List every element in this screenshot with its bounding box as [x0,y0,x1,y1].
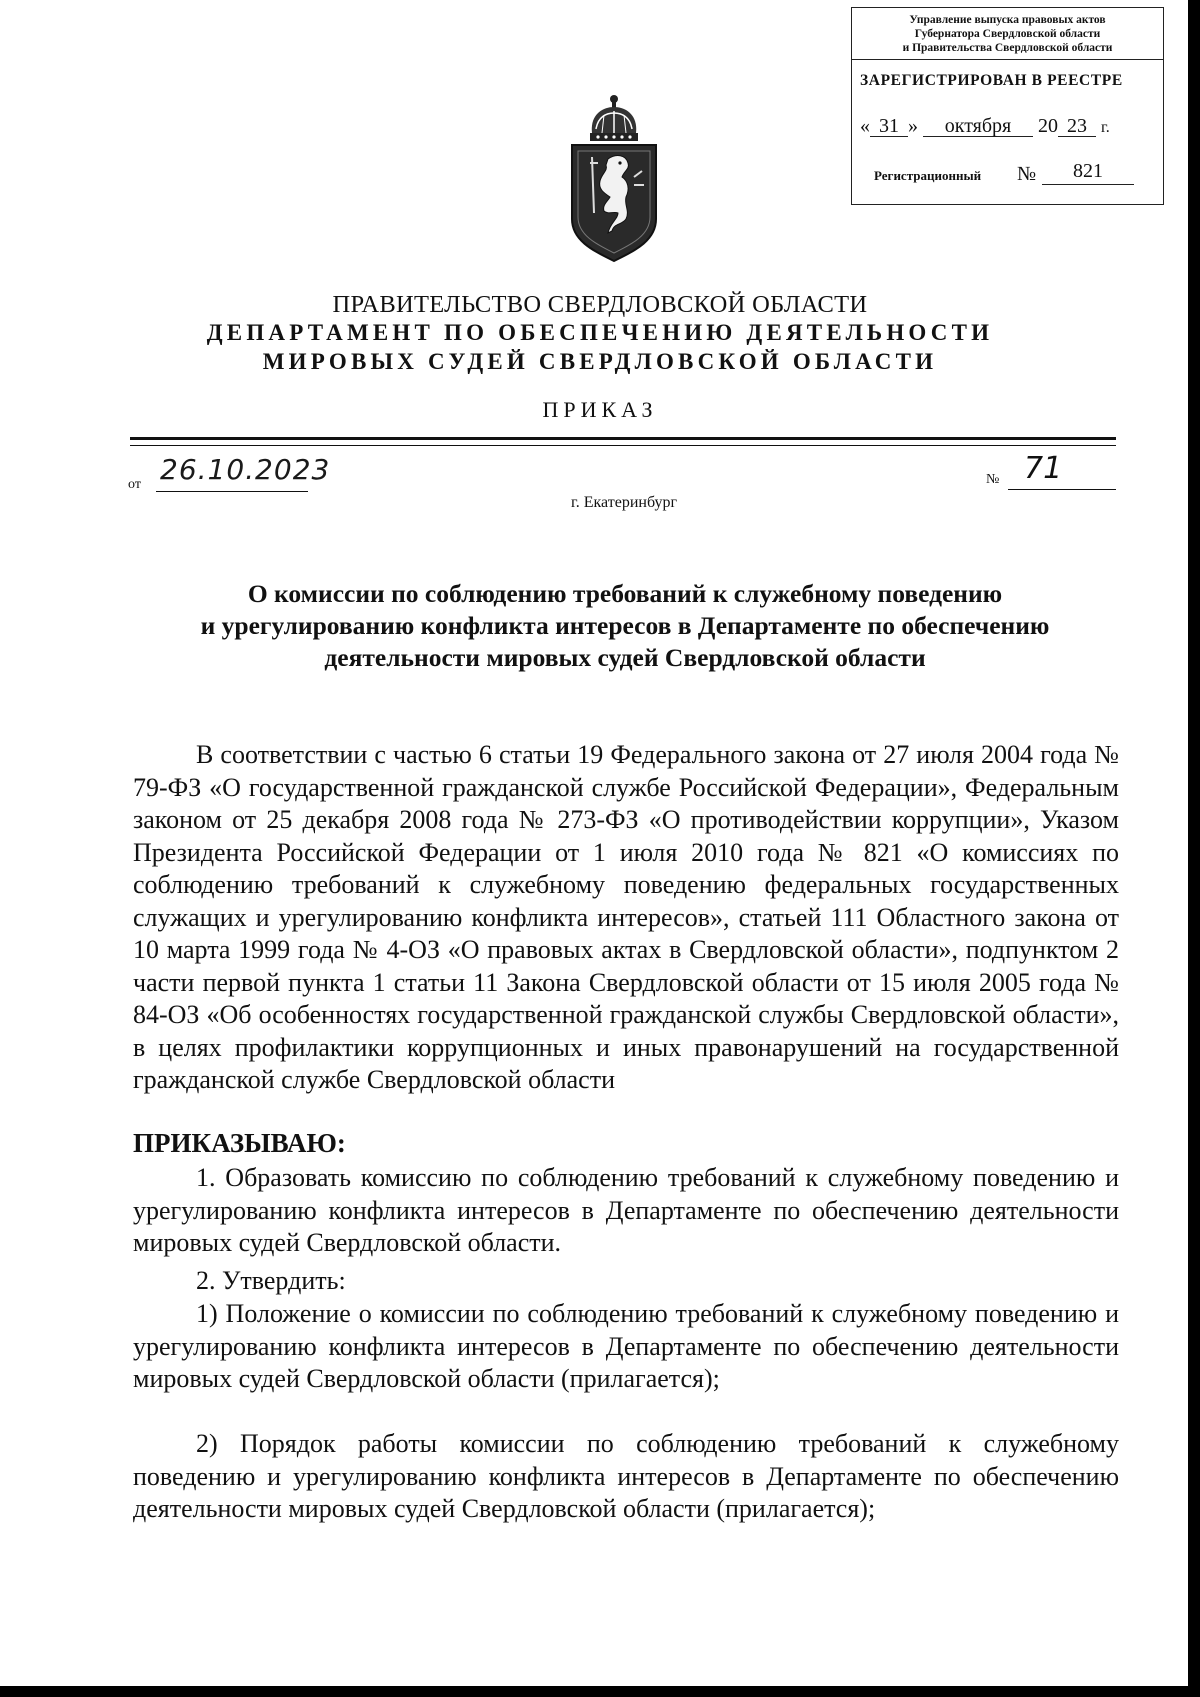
registration-org-line1: Управление выпуска правовых актов [909,14,1106,26]
item-2-block [133,1265,1119,1298]
registration-org-line3: и Правительства Свердловской области [902,42,1113,54]
registration-number: 821 [1042,158,1134,185]
order-date-label: от [128,477,141,492]
order-number: 71 [1008,450,1116,490]
registration-quote-close: » [908,115,918,137]
item-2-paragraph: 2. Утвердить: [196,1266,346,1295]
command-word: ПРИКАЗЫВАЮ: [133,1128,346,1158]
department-name-line2: МИРОВЫХ СУДЕЙ СВЕРДЛОВСКОЙ ОБЛАСТИ [262,349,938,374]
header-rule-thin [130,445,1116,446]
document-type: ПРИКАЗ [542,397,658,422]
registration-number-label: Регистрационный [874,168,982,183]
order-number-label: № [986,472,1000,487]
preamble-paragraph: В соответствии с частью 6 статьи 19 Федерального закона от 27 июля 2004 года № 79-ФЗ «О государственной гражданской службе Российской Федерации», Федеральным законом от 25 декабря 2008 года № 273-ФЗ «О противодействии коррупции», Указом Президента Российской Федерации от 1 июля 2010 года № 821 «О комиссиях по соблюдению требований к служебному поведению федеральных государственных служащих и урегулированию конфликта интересов», статьей 111 Областного закона от 10 марта 1999 года № 4-ОЗ «О правовых актах в Свердловской области», подпунктом 2 части первой пункта 1 статьи 11 Закона Свердловской области от 15 июля 2005 года № 84-ОЗ «Об особенностях государственной гражданской службы Свердловской области», в целях профилактики коррупционных и иных правонарушений на государственной гражданской службе Свердловской области [133,740,1119,1094]
registration-number-sign: № [1017,163,1037,185]
document-title-line2: и урегулированию конфликта интересов в Департаменте по обеспечению [200,611,1050,640]
registration-stamp [851,7,1164,205]
registration-org-line2: Губернатора Свердловской области [914,28,1101,40]
header-rule-thick [130,437,1116,440]
document-title-line1: О комиссии по соблюдению требований к служебному поведению [247,579,1003,608]
department-name [0,318,1200,376]
item-2-2-block [133,1428,1119,1526]
registration-month: октября [923,116,1033,137]
registration-day: 31 [870,116,908,137]
scan-border-bottom [0,1686,1200,1697]
item-1-paragraph: 1. Образовать комиссию по соблюдению требований к служебному поведению и урегулированию конфликта интересов в Департаменте по обеспечению деятельности мировых судей Свердловской области. [133,1163,1119,1257]
registration-year-mark: г. [1101,119,1110,136]
government-name: ПРАВИТЕЛЬСТВО СВЕРДЛОВСКОЙ ОБЛАСТИ [332,291,868,318]
registration-year-prefix: 20 [1038,115,1058,137]
order-date: 26.10.2023 [156,452,308,492]
registration-quote-open: « [860,115,870,137]
item-2-2-paragraph: 2) Порядок работы комиссии по соблюдению требований к служебному поведению и урегулированию конфликта интересов в Департаменте по обеспечению деятельности мировых судей Свердловской области (прилагается); [133,1429,1119,1523]
registration-title: ЗАРЕГИСТРИРОВАН В РЕЕСТРЕ [860,72,1123,89]
registration-date [860,115,1160,138]
document-title [100,578,1150,674]
item-2-1-block [133,1298,1119,1396]
item-2-1-paragraph: 1) Положение о комиссии по соблюдению требований к служебному поведению и урегулированию конфликта интересов в Департаменте по обеспечению деятельности мировых судей Свердловской области (прилагается); [133,1299,1119,1393]
document-title-line3: деятельности мировых судей Свердловской области [324,643,926,672]
scan-border-right [1188,0,1200,1697]
coat-of-arms-icon [568,93,660,263]
item-1-block [133,1162,1119,1260]
registration-year: 23 [1058,116,1096,137]
preamble-block [133,739,1119,1097]
registration-org [852,8,1163,60]
order-city: г. Екатеринбург [570,494,678,511]
department-name-line1: ДЕПАРТАМЕНТ ПО ОБЕСПЕЧЕНИЮ ДЕЯТЕЛЬНОСТИ [206,320,994,345]
